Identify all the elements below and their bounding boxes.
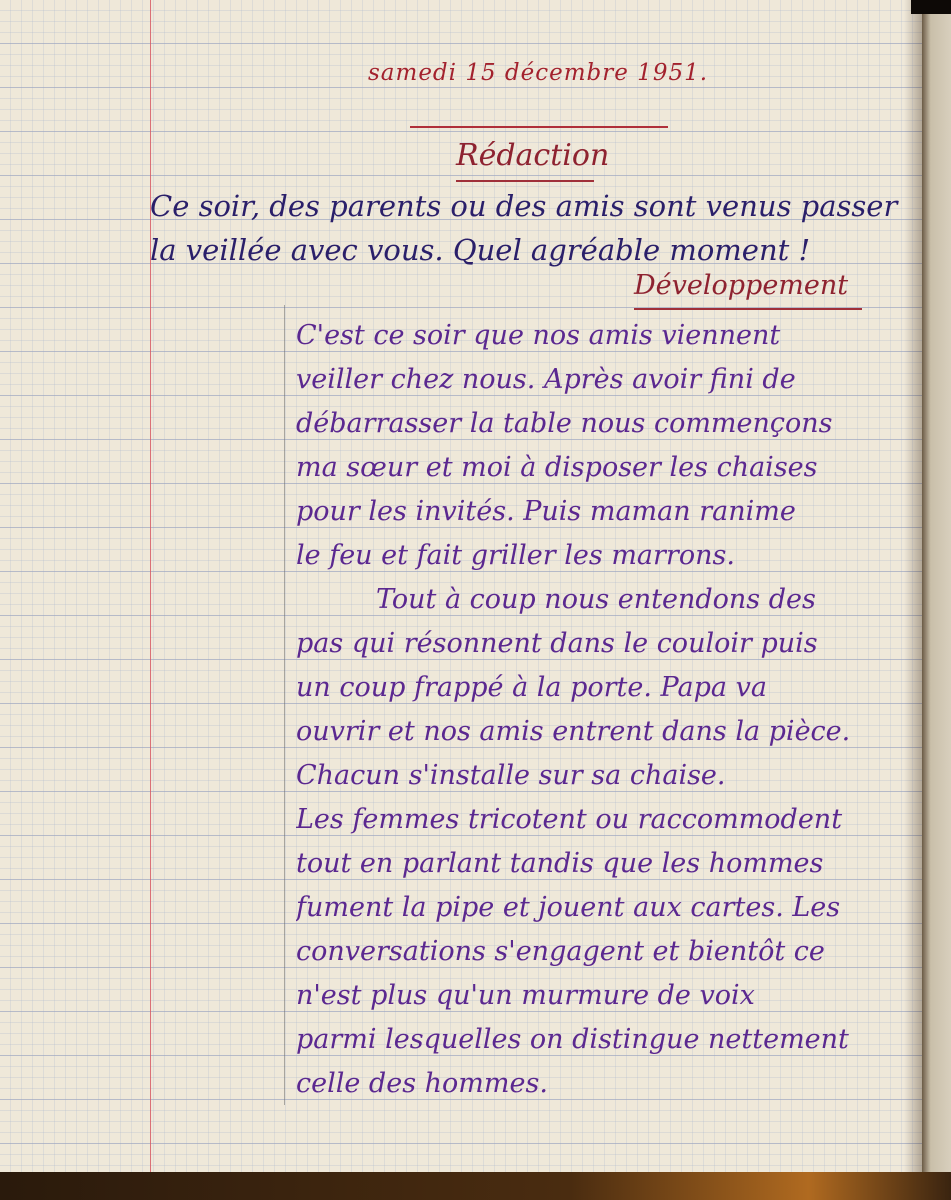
- facing-page-edge: [922, 0, 951, 1172]
- essay-line: un coup frappé à la porte. Papa va: [296, 672, 767, 703]
- essay-line: pas qui résonnent dans le couloir puis: [296, 628, 818, 659]
- section-subtitle: Développement: [634, 270, 849, 301]
- pencil-indent-line: [284, 305, 285, 1105]
- essay-line: veiller chez nous. Après avoir fini de: [296, 364, 796, 395]
- essay-line: débarrasser la table nous commençons: [296, 408, 833, 439]
- essay-subject: Ce soir, des parents ou des amis sont venus passer la veillée avec vous. Quel agréable moment !: [150, 189, 898, 267]
- essay-line: ouvrir et nos amis entrent dans la pièce.: [296, 716, 851, 747]
- background-strip: [0, 1172, 951, 1200]
- essay-line: celle des hommes.: [296, 1068, 548, 1099]
- essay-body: [296, 314, 921, 1106]
- essay-line: pour les invités. Puis maman ranime: [296, 496, 796, 527]
- date-rule: [410, 126, 668, 128]
- page-edge-shadow: [904, 0, 922, 1172]
- essay-line: Tout à coup nous entendons des: [376, 584, 816, 615]
- essay-line: le feu et fait griller les marrons.: [296, 540, 735, 571]
- page-title: Rédaction: [456, 138, 610, 173]
- essay-line: tout en parlant tandis que les hommes: [296, 848, 824, 879]
- essay-line: Chacun s'installe sur sa chaise.: [296, 760, 726, 791]
- essay-line: C'est ce soir que nos amis viennent: [296, 320, 781, 351]
- background-corner: [911, 0, 951, 14]
- title-underline: [456, 180, 594, 182]
- subtitle-underline: [634, 308, 862, 310]
- red-margin-line: [150, 0, 151, 1172]
- essay-line: Les femmes tricotent ou raccommodent: [296, 804, 843, 835]
- essay-line: ma sœur et moi à disposer les chaises: [296, 452, 818, 483]
- essay-line: fument la pipe et jouent aux cartes. Les: [296, 892, 841, 923]
- essay-line: conversations s'engagent et bientôt ce: [296, 936, 825, 967]
- essay-line: parmi lesquelles on distingue nettement: [296, 1024, 849, 1055]
- date-heading: samedi 15 décembre 1951.: [368, 60, 709, 86]
- essay-line: n'est plus qu'un murmure de voix: [296, 980, 755, 1011]
